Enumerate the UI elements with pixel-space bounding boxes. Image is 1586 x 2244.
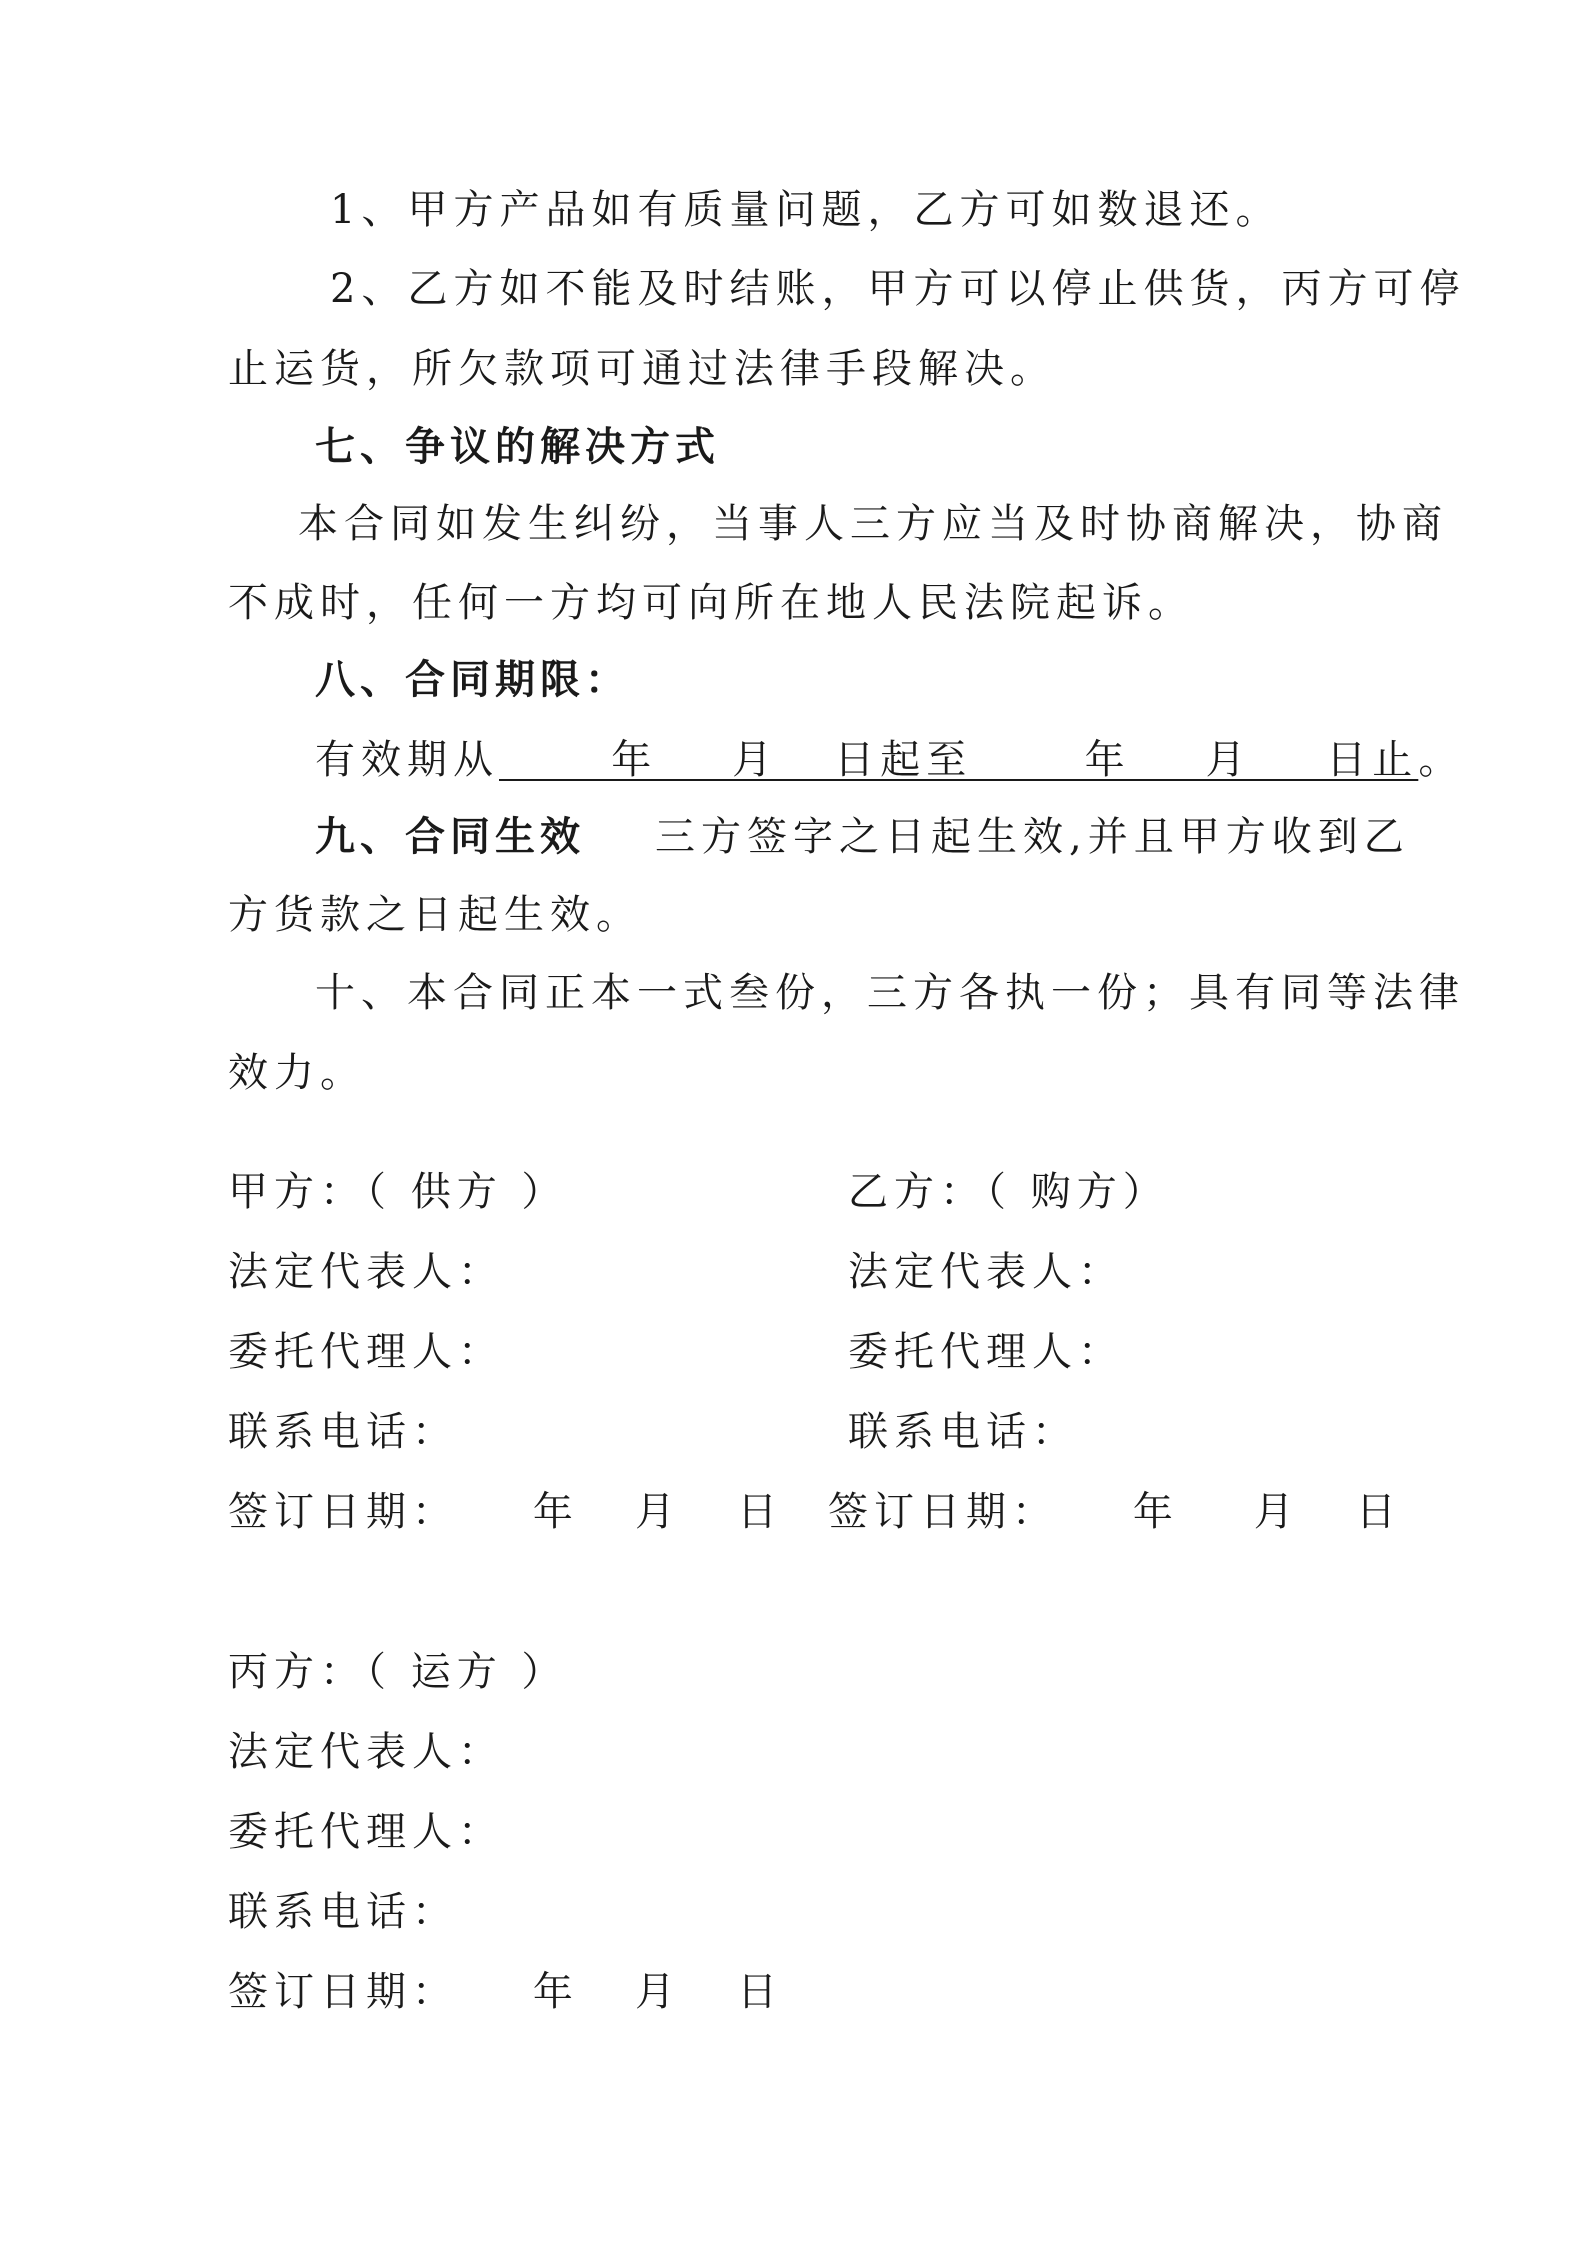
party-b-date: 签订日期： 年 月 日 [828, 1489, 1402, 1535]
effect-text-line-1: 三方签字之日起生效,并且甲方收到乙 [655, 814, 1410, 860]
party-b-phone: 联系电话： [848, 1409, 1078, 1455]
party-a-phone: 联系电话： [228, 1409, 458, 1455]
copies-line-1: 十、本合同正本一式叁份，三方各执一份；具有同等法律 [315, 970, 1465, 1016]
term-heading: 八、合同期限： [315, 657, 630, 703]
dispute-heading: 七、争议的解决方式 [315, 424, 720, 470]
party-a-date: 签订日期： 年 月 日 [228, 1489, 784, 1535]
penalty-item-2-line-2: 止运货，所欠款项可通过法律手段解决。 [228, 346, 1056, 392]
effect-heading: 九、合同生效 [315, 814, 585, 860]
term-date-range: 年 月 日起至 年 月 日止 [499, 737, 1419, 783]
party-c-phone: 联系电话： [228, 1889, 458, 1935]
term-prefix: 有效期从 [315, 737, 499, 783]
party-c-date: 签订日期： 年 月 日 [228, 1969, 784, 2015]
party-b-title: 乙方：（ 购方） [848, 1169, 1169, 1215]
penalty-item-1: 1、甲方产品如有质量问题，乙方可如数退还。 [330, 187, 1282, 233]
party-b-legal-rep: 法定代表人： [848, 1249, 1124, 1295]
dispute-line-2: 不成时，任何一方均可向所在地人民法院起诉。 [228, 580, 1194, 626]
term-line [315, 737, 1465, 783]
copies-line-2: 效力。 [228, 1050, 366, 1096]
party-c-agent: 委托代理人： [228, 1809, 504, 1855]
penalty-item-2-line-1: 2、乙方如不能及时结账，甲方可以停止供货，丙方可停 [330, 266, 1466, 312]
party-b-agent: 委托代理人： [848, 1329, 1124, 1375]
party-a-agent: 委托代理人： [228, 1329, 504, 1375]
dispute-line-1: 本合同如发生纠纷，当事人三方应当及时协商解决，协商 [298, 501, 1448, 547]
party-a-title: 甲方：（ 供方 ） [228, 1169, 568, 1215]
party-c-legal-rep: 法定代表人： [228, 1729, 504, 1775]
party-c-title: 丙方：（ 运方 ） [228, 1649, 568, 1695]
party-a-legal-rep: 法定代表人： [228, 1249, 504, 1295]
term-suffix: 。 [1418, 737, 1465, 783]
effect-text-line-2: 方货款之日起生效。 [228, 892, 642, 938]
